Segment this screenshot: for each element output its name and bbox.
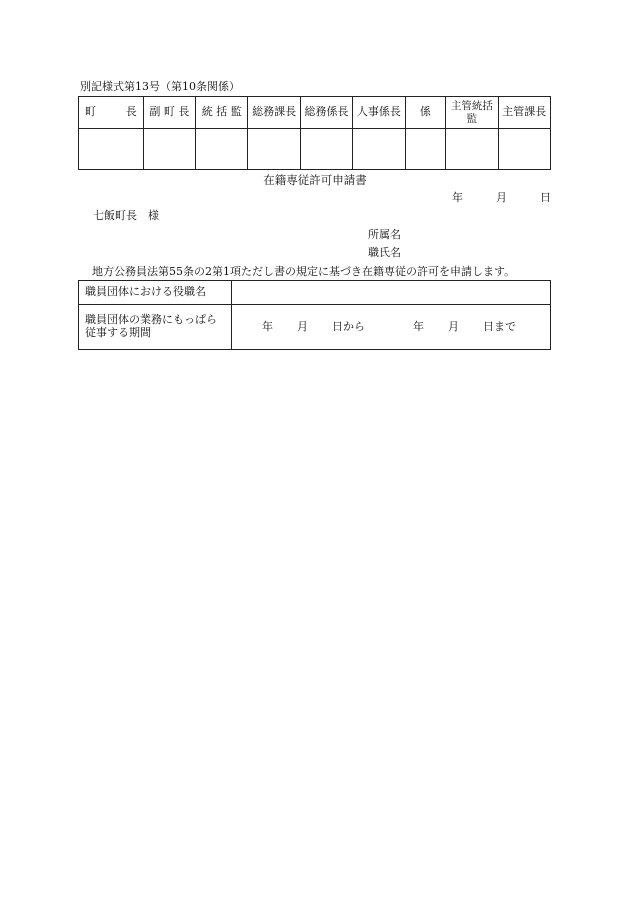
- header-responsible-chief: 主管課長: [498, 97, 550, 129]
- stamp-cell[interactable]: [143, 129, 195, 170]
- period-from-day: 日から: [332, 319, 365, 333]
- stamp-cell[interactable]: [405, 129, 446, 170]
- form-number: 別記様式第13号（第10条関係）: [80, 80, 240, 93]
- approval-stamp-table: [78, 96, 551, 170]
- date-month-label: 月: [496, 191, 507, 204]
- period-value[interactable]: [232, 305, 551, 350]
- position-label: 職員団体における役職名: [79, 281, 232, 305]
- period-row: [79, 305, 551, 350]
- period-label: 職員団体の業務にもっぱら従事する期間: [79, 305, 232, 350]
- period-to-month: 月: [448, 319, 459, 333]
- period-to-day: 日まで: [483, 319, 516, 333]
- header-responsible-supervisor: 主管統括監: [446, 97, 498, 129]
- header-general-supervisor: 統 括 監: [196, 97, 248, 129]
- stamp-cell[interactable]: [353, 129, 405, 170]
- position-row: [79, 281, 551, 305]
- approval-stamp-row: [79, 129, 551, 170]
- stamp-cell[interactable]: [446, 129, 498, 170]
- stamp-cell[interactable]: [300, 129, 352, 170]
- header-personnel-section-head: 人事係長: [353, 97, 405, 129]
- stamp-cell[interactable]: [248, 129, 300, 170]
- stamp-cell[interactable]: [498, 129, 550, 170]
- period-from-month: 月: [297, 319, 308, 333]
- approval-header-row: [79, 97, 551, 129]
- header-general-affairs-chief: 総務課長: [248, 97, 300, 129]
- header-general-affairs-section-head: 総務係長: [300, 97, 352, 129]
- document-title: 在籍専従許可申請書: [263, 173, 367, 187]
- details-table: [78, 280, 551, 350]
- position-value[interactable]: [232, 281, 551, 305]
- date-day-label: 日: [540, 191, 551, 204]
- name-label: 職氏名: [368, 246, 401, 259]
- header-town-mayor: 町 長: [79, 97, 144, 129]
- addressee: 七飯町長 様: [93, 209, 159, 222]
- application-date: [452, 192, 551, 203]
- affiliation-label: 所属名: [368, 228, 401, 241]
- stamp-cell[interactable]: [79, 129, 144, 170]
- period-from-year: 年: [262, 319, 273, 333]
- period-to-year: 年: [413, 319, 424, 333]
- application-statement: 地方公務員法第55条の2第1項ただし書の規定に基づき在籍専従の許可を申請します。: [92, 265, 516, 278]
- header-staff: 係: [405, 97, 446, 129]
- stamp-cell[interactable]: [196, 129, 248, 170]
- header-deputy-mayor: 副 町 長: [143, 97, 195, 129]
- date-year-label: 年: [452, 191, 463, 204]
